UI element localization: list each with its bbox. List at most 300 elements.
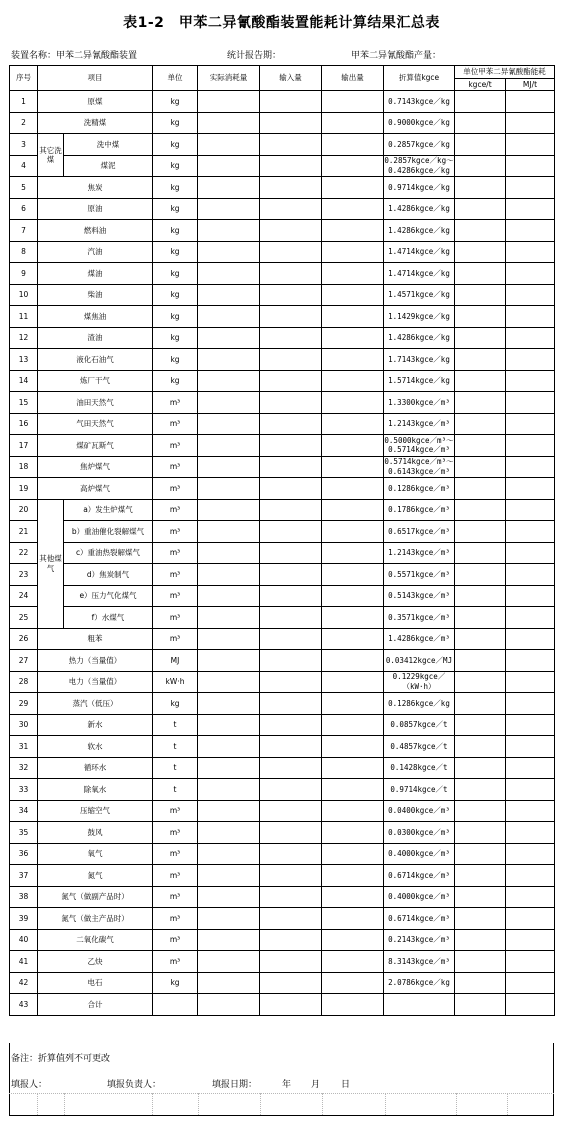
- row-unit: kg: [153, 263, 198, 285]
- input-amount-cell[interactable]: [260, 392, 322, 414]
- mj-per-t-cell[interactable]: [506, 865, 555, 887]
- mj-per-t-cell[interactable]: [506, 736, 555, 758]
- table-row: [10, 951, 555, 973]
- factor-line: 0.4857kgce／t: [390, 741, 448, 751]
- input-amount-cell[interactable]: [260, 220, 322, 242]
- input-amount-cell[interactable]: [260, 198, 322, 220]
- mj-per-t-cell[interactable]: [506, 220, 555, 242]
- output-amount-cell[interactable]: [322, 865, 384, 887]
- kgce-per-t-cell[interactable]: [455, 392, 506, 414]
- output-amount-cell[interactable]: [322, 886, 384, 908]
- mj-per-t-cell[interactable]: [506, 671, 555, 693]
- mj-per-t-cell[interactable]: [506, 994, 555, 1016]
- header-item: 项目: [38, 66, 153, 91]
- row-item: 新水: [38, 714, 153, 736]
- kgce-per-t-cell[interactable]: [455, 650, 506, 672]
- kgce-per-t-cell[interactable]: [455, 929, 506, 951]
- kgce-per-t-cell[interactable]: [455, 714, 506, 736]
- kgce-per-t-cell[interactable]: [455, 585, 506, 607]
- table-row: [10, 198, 555, 220]
- actual-consumption-cell[interactable]: [198, 435, 260, 457]
- kgce-per-t-cell[interactable]: [455, 822, 506, 844]
- output-amount-cell[interactable]: [322, 994, 384, 1016]
- input-amount-cell[interactable]: [260, 628, 322, 650]
- kgce-per-t-cell[interactable]: [455, 112, 506, 134]
- input-amount-cell[interactable]: [260, 650, 322, 672]
- mj-per-t-cell[interactable]: [506, 542, 555, 564]
- table-row: [10, 779, 555, 801]
- date-day: 日: [341, 1080, 351, 1090]
- row-seq: 16: [10, 413, 38, 435]
- kgce-per-t-cell[interactable]: [455, 499, 506, 521]
- output-amount-cell[interactable]: [322, 349, 384, 371]
- row-factor: [384, 779, 455, 801]
- input-amount-cell[interactable]: [260, 714, 322, 736]
- output-amount-cell[interactable]: [322, 392, 384, 414]
- row-unit: m³: [153, 628, 198, 650]
- kgce-per-t-cell[interactable]: [455, 327, 506, 349]
- row-factor: [384, 757, 455, 779]
- row-factor: [384, 929, 455, 951]
- mj-per-t-cell[interactable]: [506, 843, 555, 865]
- input-amount-cell[interactable]: [260, 306, 322, 328]
- kgce-per-t-cell[interactable]: [455, 779, 506, 801]
- kgce-per-t-cell[interactable]: [455, 134, 506, 156]
- actual-consumption-cell[interactable]: [198, 865, 260, 887]
- actual-consumption-cell[interactable]: [198, 564, 260, 586]
- actual-consumption-cell[interactable]: [198, 392, 260, 414]
- kgce-per-t-cell[interactable]: [455, 564, 506, 586]
- output-amount-cell[interactable]: [322, 155, 384, 177]
- gridline: [507, 1093, 508, 1115]
- mj-per-t-cell[interactable]: [506, 177, 555, 199]
- table-row: [10, 994, 555, 1016]
- input-amount-cell[interactable]: [260, 284, 322, 306]
- output-amount-cell[interactable]: [322, 542, 384, 564]
- input-amount-cell[interactable]: [260, 542, 322, 564]
- mj-per-t-cell[interactable]: [506, 886, 555, 908]
- kgce-per-t-cell[interactable]: [455, 865, 506, 887]
- output-amount-cell[interactable]: [322, 456, 384, 478]
- mj-per-t-cell[interactable]: [506, 306, 555, 328]
- kgce-per-t-cell[interactable]: [455, 370, 506, 392]
- mj-per-t-cell[interactable]: [506, 908, 555, 930]
- table-row: [10, 177, 555, 199]
- row-unit: m³: [153, 865, 198, 887]
- kgce-per-t-cell[interactable]: [455, 607, 506, 629]
- actual-consumption-cell[interactable]: [198, 263, 260, 285]
- output-amount-cell[interactable]: [322, 714, 384, 736]
- table-row: [10, 435, 555, 457]
- mj-per-t-cell[interactable]: [506, 413, 555, 435]
- row-seq: 23: [10, 564, 38, 586]
- actual-consumption-cell[interactable]: [198, 800, 260, 822]
- factor-line: 2.0786kgce／kg: [388, 978, 450, 988]
- mj-per-t-cell[interactable]: [506, 198, 555, 220]
- kgce-per-t-cell[interactable]: [455, 908, 506, 930]
- kgce-per-t-cell[interactable]: [455, 349, 506, 371]
- actual-consumption-cell[interactable]: [198, 327, 260, 349]
- actual-consumption-cell[interactable]: [198, 843, 260, 865]
- output-amount-cell[interactable]: [322, 112, 384, 134]
- kgce-per-t-cell[interactable]: [455, 435, 506, 457]
- output-amount-cell[interactable]: [322, 650, 384, 672]
- actual-consumption-cell[interactable]: [198, 349, 260, 371]
- input-amount-cell[interactable]: [260, 521, 322, 543]
- kgce-per-t-cell[interactable]: [455, 241, 506, 263]
- actual-consumption-cell[interactable]: [198, 413, 260, 435]
- mj-per-t-cell[interactable]: [506, 693, 555, 715]
- row-unit: t: [153, 757, 198, 779]
- output-amount-cell[interactable]: [322, 800, 384, 822]
- kgce-per-t-cell[interactable]: [455, 628, 506, 650]
- mj-per-t-cell[interactable]: [506, 478, 555, 500]
- row-factor: [384, 155, 455, 177]
- row-unit: kg: [153, 693, 198, 715]
- input-amount-cell[interactable]: [260, 757, 322, 779]
- input-amount-cell[interactable]: [260, 951, 322, 973]
- row-seq: 19: [10, 478, 38, 500]
- header-unit: 单位: [153, 66, 198, 91]
- input-amount-cell[interactable]: [260, 736, 322, 758]
- output-amount-cell[interactable]: [322, 91, 384, 113]
- table-row: [10, 843, 555, 865]
- actual-consumption-cell[interactable]: [198, 757, 260, 779]
- row-factor: [384, 671, 455, 693]
- mj-per-t-cell[interactable]: [506, 607, 555, 629]
- input-amount-cell[interactable]: [260, 91, 322, 113]
- actual-consumption-cell[interactable]: [198, 134, 260, 156]
- kgce-per-t-cell[interactable]: [455, 456, 506, 478]
- row-unit: kg: [153, 155, 198, 177]
- output-amount-cell[interactable]: [322, 843, 384, 865]
- mj-per-t-cell[interactable]: [506, 757, 555, 779]
- input-amount-cell[interactable]: [260, 327, 322, 349]
- factor-line: 1.1429kgce／kg: [388, 311, 450, 321]
- factor-line: 1.4714kgce／kg: [388, 268, 450, 278]
- mj-per-t-cell[interactable]: [506, 284, 555, 306]
- factor-line-2: 0.4286kgce／kg: [388, 165, 450, 175]
- actual-consumption-cell[interactable]: [198, 628, 260, 650]
- row-seq: 43: [10, 994, 38, 1016]
- output-amount-cell[interactable]: [322, 306, 384, 328]
- output-amount-cell[interactable]: [322, 779, 384, 801]
- mj-per-t-cell[interactable]: [506, 349, 555, 371]
- input-amount-cell[interactable]: [260, 671, 322, 693]
- kgce-per-t-cell[interactable]: [455, 542, 506, 564]
- input-amount-cell[interactable]: [260, 972, 322, 994]
- actual-consumption-cell[interactable]: [198, 908, 260, 930]
- output-amount-cell[interactable]: [322, 198, 384, 220]
- kgce-per-t-cell[interactable]: [455, 843, 506, 865]
- row-seq: 39: [10, 908, 38, 930]
- output-amount-cell[interactable]: [322, 564, 384, 586]
- table-row: [10, 284, 555, 306]
- actual-consumption-cell[interactable]: [198, 671, 260, 693]
- actual-consumption-cell[interactable]: [198, 370, 260, 392]
- mj-per-t-cell[interactable]: [506, 800, 555, 822]
- factor-line: 0.6714kgce／m³: [388, 913, 450, 923]
- actual-consumption-cell[interactable]: [198, 972, 260, 994]
- output-amount-cell[interactable]: [322, 327, 384, 349]
- input-amount-cell[interactable]: [260, 607, 322, 629]
- kgce-per-t-cell[interactable]: [455, 413, 506, 435]
- table-row: [10, 972, 555, 994]
- row-factor: [384, 650, 455, 672]
- actual-consumption-cell[interactable]: [198, 456, 260, 478]
- row-seq: 36: [10, 843, 38, 865]
- row-factor: [384, 908, 455, 930]
- kgce-per-t-cell[interactable]: [455, 306, 506, 328]
- mj-per-t-cell[interactable]: [506, 521, 555, 543]
- input-amount-cell[interactable]: [260, 994, 322, 1016]
- output-amount-cell[interactable]: [322, 413, 384, 435]
- mj-per-t-cell[interactable]: [506, 585, 555, 607]
- actual-consumption-cell[interactable]: [198, 607, 260, 629]
- kgce-per-t-cell[interactable]: [455, 177, 506, 199]
- row-unit: kg: [153, 198, 198, 220]
- row-item: b）重油催化裂解煤气: [64, 521, 153, 543]
- mj-per-t-cell[interactable]: [506, 134, 555, 156]
- page-title: 表1-2 甲苯二异氰酸酯装置能耗计算结果汇总表: [123, 15, 440, 31]
- kgce-per-t-cell[interactable]: [455, 951, 506, 973]
- output-amount-cell[interactable]: [322, 607, 384, 629]
- row-seq: 15: [10, 392, 38, 414]
- input-amount-cell[interactable]: [260, 112, 322, 134]
- input-amount-cell[interactable]: [260, 779, 322, 801]
- factor-line: 0.5143kgce／m³: [388, 591, 450, 601]
- input-amount-cell[interactable]: [260, 370, 322, 392]
- input-amount-cell[interactable]: [260, 263, 322, 285]
- factor-line-2: 0.6143kgce／m³: [388, 466, 450, 476]
- output-amount-cell[interactable]: [322, 521, 384, 543]
- mj-per-t-cell[interactable]: [506, 714, 555, 736]
- actual-consumption-cell[interactable]: [198, 822, 260, 844]
- actual-consumption-cell[interactable]: [198, 284, 260, 306]
- row-item: 氧气: [38, 843, 153, 865]
- output-amount-cell[interactable]: [322, 822, 384, 844]
- row-seq: 41: [10, 951, 38, 973]
- output-amount-cell[interactable]: [322, 499, 384, 521]
- actual-consumption-cell[interactable]: [198, 714, 260, 736]
- output-amount-cell[interactable]: [322, 241, 384, 263]
- output-amount-cell[interactable]: [322, 951, 384, 973]
- input-amount-cell[interactable]: [260, 564, 322, 586]
- table-row: [10, 671, 555, 693]
- input-amount-cell[interactable]: [260, 865, 322, 887]
- mj-per-t-cell[interactable]: [506, 779, 555, 801]
- mj-per-t-cell[interactable]: [506, 327, 555, 349]
- actual-consumption-cell[interactable]: [198, 241, 260, 263]
- kgce-per-t-cell[interactable]: [455, 263, 506, 285]
- factor-line: 0.2857kgce／kg: [388, 139, 450, 149]
- row-item: 氮气（做副产品时）: [38, 886, 153, 908]
- row-item: 煤矿瓦斯气: [38, 435, 153, 457]
- output-amount-cell[interactable]: [322, 693, 384, 715]
- factor-line: 0.2143kgce／m³: [388, 935, 450, 945]
- actual-consumption-cell[interactable]: [198, 177, 260, 199]
- output-amount-cell[interactable]: [322, 435, 384, 457]
- gridline: [37, 1093, 38, 1115]
- row-factor: [384, 413, 455, 435]
- row-unit: m³: [153, 456, 198, 478]
- mj-per-t-cell[interactable]: [506, 370, 555, 392]
- kgce-per-t-cell[interactable]: [455, 220, 506, 242]
- input-amount-cell[interactable]: [260, 908, 322, 930]
- row-factor: [384, 499, 455, 521]
- output-amount-cell[interactable]: [322, 908, 384, 930]
- kgce-per-t-cell[interactable]: [455, 91, 506, 113]
- kgce-per-t-cell[interactable]: [455, 757, 506, 779]
- actual-consumption-cell[interactable]: [198, 198, 260, 220]
- kgce-per-t-cell[interactable]: [455, 671, 506, 693]
- factor-line: 1.4286kgce／kg: [388, 333, 450, 343]
- mj-per-t-cell[interactable]: [506, 929, 555, 951]
- factor-line: 0.1229kgce／: [392, 672, 446, 682]
- kgce-per-t-cell[interactable]: [455, 521, 506, 543]
- actual-consumption-cell[interactable]: [198, 91, 260, 113]
- row-seq: 24: [10, 585, 38, 607]
- row-seq: 1: [10, 91, 38, 113]
- row-item: 软水: [38, 736, 153, 758]
- mj-per-t-cell[interactable]: [506, 435, 555, 457]
- mj-per-t-cell[interactable]: [506, 91, 555, 113]
- row-unit: m³: [153, 843, 198, 865]
- row-item: 循环水: [38, 757, 153, 779]
- input-amount-cell[interactable]: [260, 478, 322, 500]
- factor-line: 1.2143kgce／m³: [388, 419, 450, 429]
- gridline: [198, 1093, 199, 1115]
- factor-line: 0.2857kgce／kg～: [384, 156, 454, 166]
- output-amount-cell[interactable]: [322, 220, 384, 242]
- factor-line: 1.4714kgce／kg: [388, 247, 450, 257]
- input-amount-cell[interactable]: [260, 800, 322, 822]
- mj-per-t-cell[interactable]: [506, 392, 555, 414]
- input-amount-cell[interactable]: [260, 843, 322, 865]
- kgce-per-t-cell[interactable]: [455, 478, 506, 500]
- kgce-per-t-cell[interactable]: [455, 994, 506, 1016]
- output-amount-cell[interactable]: [322, 757, 384, 779]
- actual-consumption-cell[interactable]: [198, 478, 260, 500]
- kgce-per-t-cell[interactable]: [455, 284, 506, 306]
- actual-consumption-cell[interactable]: [198, 306, 260, 328]
- kgce-per-t-cell[interactable]: [455, 972, 506, 994]
- output-amount-cell[interactable]: [322, 929, 384, 951]
- input-amount-cell[interactable]: [260, 886, 322, 908]
- table-row: [10, 112, 555, 134]
- mj-per-t-cell[interactable]: [506, 155, 555, 177]
- output-amount-cell[interactable]: [322, 370, 384, 392]
- output-amount-cell[interactable]: [322, 478, 384, 500]
- mj-per-t-cell[interactable]: [506, 951, 555, 973]
- input-amount-cell[interactable]: [260, 435, 322, 457]
- output-amount-cell[interactable]: [322, 585, 384, 607]
- actual-consumption-cell[interactable]: [198, 155, 260, 177]
- table-row: [10, 865, 555, 887]
- actual-consumption-cell[interactable]: [198, 650, 260, 672]
- mj-per-t-cell[interactable]: [506, 564, 555, 586]
- actual-consumption-cell[interactable]: [198, 112, 260, 134]
- input-amount-cell[interactable]: [260, 241, 322, 263]
- row-item: 洗中煤: [64, 134, 153, 156]
- kgce-per-t-cell[interactable]: [455, 155, 506, 177]
- actual-consumption-cell[interactable]: [198, 521, 260, 543]
- output-amount-cell[interactable]: [322, 284, 384, 306]
- row-seq: 2: [10, 112, 38, 134]
- input-amount-cell[interactable]: [260, 585, 322, 607]
- mj-per-t-cell[interactable]: [506, 263, 555, 285]
- mj-per-t-cell[interactable]: [506, 822, 555, 844]
- output-amount-cell[interactable]: [322, 972, 384, 994]
- kgce-per-t-cell[interactable]: [455, 198, 506, 220]
- mj-per-t-cell[interactable]: [506, 112, 555, 134]
- input-amount-cell[interactable]: [260, 155, 322, 177]
- actual-consumption-cell[interactable]: [198, 736, 260, 758]
- row-item: d）焦炭制气: [64, 564, 153, 586]
- mj-per-t-cell[interactable]: [506, 241, 555, 263]
- actual-consumption-cell[interactable]: [198, 929, 260, 951]
- header-factor: 折算值kgce: [384, 66, 455, 91]
- actual-consumption-cell[interactable]: [198, 994, 260, 1016]
- actual-consumption-cell[interactable]: [198, 779, 260, 801]
- actual-consumption-cell[interactable]: [198, 693, 260, 715]
- mj-per-t-cell[interactable]: [506, 499, 555, 521]
- row-unit: m³: [153, 908, 198, 930]
- actual-consumption-cell[interactable]: [198, 951, 260, 973]
- input-amount-cell[interactable]: [260, 499, 322, 521]
- output-amount-cell[interactable]: [322, 263, 384, 285]
- kgce-per-t-cell[interactable]: [455, 800, 506, 822]
- output-amount-cell[interactable]: [322, 177, 384, 199]
- input-amount-cell[interactable]: [260, 456, 322, 478]
- factor-line: 0.4000kgce／m³: [388, 849, 450, 859]
- row-unit: m³: [153, 499, 198, 521]
- row-item: 煤油: [38, 263, 153, 285]
- output-amount-cell[interactable]: [322, 628, 384, 650]
- factor-line: 0.4000kgce／m³: [388, 892, 450, 902]
- kgce-per-t-cell[interactable]: [455, 693, 506, 715]
- row-factor: [384, 198, 455, 220]
- input-amount-cell[interactable]: [260, 929, 322, 951]
- actual-consumption-cell[interactable]: [198, 585, 260, 607]
- output-amount-cell[interactable]: [322, 671, 384, 693]
- input-amount-cell[interactable]: [260, 134, 322, 156]
- mj-per-t-cell[interactable]: [506, 628, 555, 650]
- actual-consumption-cell[interactable]: [198, 499, 260, 521]
- gridline: [260, 1093, 261, 1115]
- actual-consumption-cell[interactable]: [198, 542, 260, 564]
- input-amount-cell[interactable]: [260, 693, 322, 715]
- input-amount-cell[interactable]: [260, 177, 322, 199]
- row-item: 煤泥: [64, 155, 153, 177]
- mj-per-t-cell[interactable]: [506, 972, 555, 994]
- kgce-per-t-cell[interactable]: [455, 736, 506, 758]
- input-amount-cell[interactable]: [260, 822, 322, 844]
- actual-consumption-cell[interactable]: [198, 220, 260, 242]
- mj-per-t-cell[interactable]: [506, 650, 555, 672]
- row-seq: 30: [10, 714, 38, 736]
- row-factor: [384, 972, 455, 994]
- kgce-per-t-cell[interactable]: [455, 886, 506, 908]
- row-factor: [384, 370, 455, 392]
- table-row: [10, 499, 555, 521]
- input-amount-cell[interactable]: [260, 349, 322, 371]
- input-amount-cell[interactable]: [260, 413, 322, 435]
- output-amount-cell[interactable]: [322, 134, 384, 156]
- output-amount-cell[interactable]: [322, 736, 384, 758]
- mj-per-t-cell[interactable]: [506, 456, 555, 478]
- actual-consumption-cell[interactable]: [198, 886, 260, 908]
